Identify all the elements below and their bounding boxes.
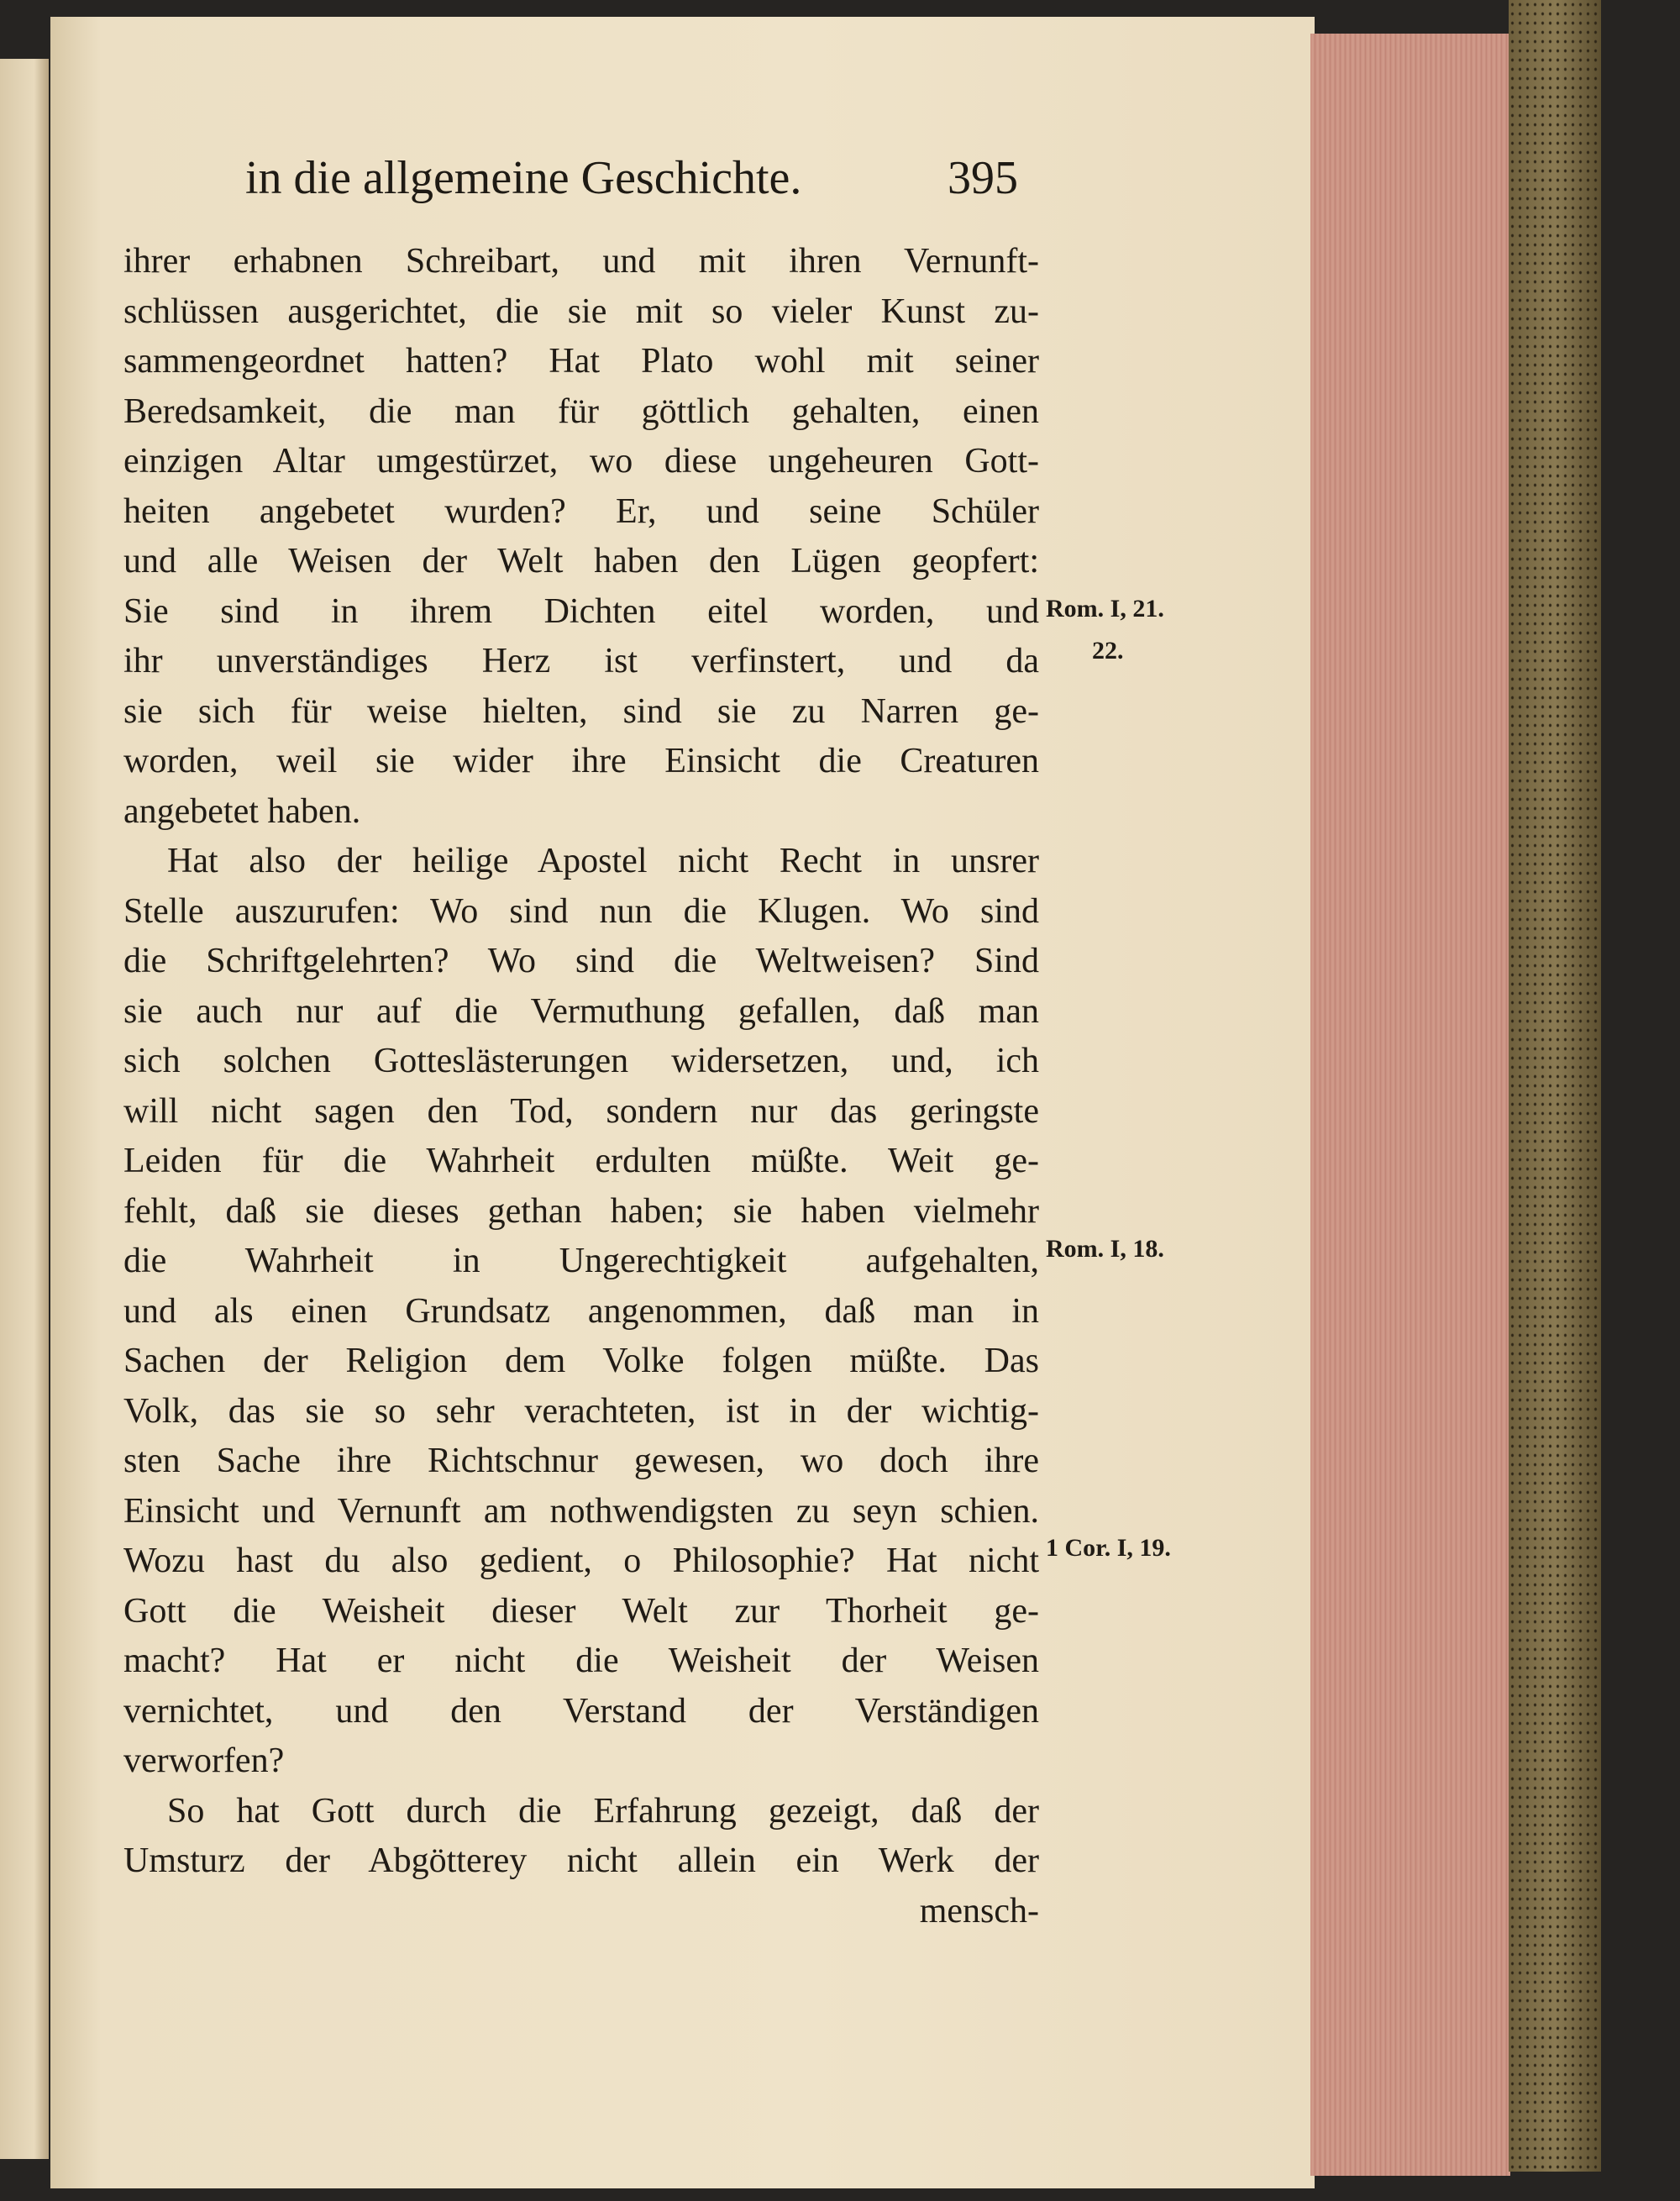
text-line: heiten angebetet wurden? Er, und seine Schüler bbox=[123, 491, 1039, 531]
text-line: Sie sind in ihrem Dichten eitel worden, und bbox=[123, 591, 1039, 631]
text-line: fehlt, daß sie dieses gethan haben; sie haben vielmehr bbox=[123, 1191, 1039, 1231]
text-line: angebetet haben. bbox=[123, 791, 361, 831]
text-line: Hat also der heilige Apostel nicht Recht in unsrer bbox=[167, 842, 1039, 880]
text-line: Volk, das sie so sehr verachteten, ist in der wichtig- bbox=[123, 1391, 1039, 1431]
text-line: Umsturz der Abgötterey nicht allein ein Werk der bbox=[123, 1841, 1039, 1880]
text-line: sten Sache ihre Richtschnur gewesen, wo doch ihre bbox=[123, 1442, 1039, 1480]
text-line: Beredsamkeit, die man für göttlich gehalten, einen bbox=[123, 391, 1039, 431]
text-line: So hat Gott durch die Erfahrung gezeigt, daß der bbox=[167, 1791, 1039, 1831]
facing-page-edge bbox=[0, 59, 49, 2159]
margin-note: 1 Cor. I, 19. bbox=[1046, 1534, 1171, 1562]
text-line: Wozu hast du also gedient, o Philosophie? Hat nicht bbox=[123, 1542, 1039, 1580]
text-line: und alle Weisen der Welt haben den Lügen geopfert: bbox=[123, 542, 1039, 580]
text-line: vernichtet, und den Verstand der Verständigen bbox=[123, 1691, 1039, 1731]
text-line: und als einen Grundsatz angenommen, daß man in bbox=[123, 1291, 1039, 1331]
text-line: Stelle auszurufen: Wo sind nun die Klugen. Wo sind bbox=[123, 891, 1039, 931]
text-line: sie sich für weise hielten, sind sie zu Narren ge- bbox=[123, 691, 1039, 731]
text-line: ihrer erhabnen Schreibart, und mit ihren Vernunft- bbox=[123, 242, 1039, 281]
text-line: will nicht sagen den Tod, sondern nur das geringste bbox=[123, 1091, 1039, 1131]
text-line: die Schriftgelehrten? Wo sind die Weltweisen? Sind bbox=[123, 942, 1039, 980]
text-line: ihr unverständiges Herz ist verfinstert, und da bbox=[123, 642, 1039, 680]
page-block-edges bbox=[1310, 34, 1510, 2176]
text-line: sich solchen Gotteslästerungen widersetzen, und, ich bbox=[123, 1042, 1039, 1080]
text-line: sie auch nur auf die Vermuthung gefallen, daß man bbox=[123, 991, 1039, 1031]
text-line: Einsicht und Vernunft am nothwendigsten zu seyn schien. bbox=[123, 1491, 1039, 1531]
text-line: worden, weil sie wider ihre Einsicht die Creaturen bbox=[123, 742, 1039, 780]
text-line: Sachen der Religion dem Volke folgen müßte. Das bbox=[123, 1342, 1039, 1380]
margin-note: 22. bbox=[1092, 637, 1124, 665]
text-line: einzigen Altar umgestürzet, wo diese ungeheuren Gott- bbox=[123, 442, 1039, 481]
text-line: schlüssen ausgerichtet, die sie mit so vieler Kunst zu- bbox=[123, 292, 1039, 331]
page-number: 395 bbox=[948, 152, 1018, 204]
running-title: in die allgemeine Geschichte. bbox=[245, 152, 802, 204]
margin-note: Rom. I, 21. bbox=[1046, 595, 1164, 622]
text-line: verworfen? bbox=[123, 1741, 285, 1780]
catchword: mensch- bbox=[919, 1891, 1039, 1930]
margin-note: Rom. I, 18. bbox=[1046, 1235, 1164, 1263]
text-line: Leiden für die Wahrheit erdulten müßte. Weit ge- bbox=[123, 1142, 1039, 1180]
body-text bbox=[123, 237, 1039, 1936]
book-cover bbox=[1509, 0, 1601, 2172]
text-line: die Wahrheit in Ungerechtigkeit aufgehalten, bbox=[123, 1242, 1039, 1280]
text-line: Gott die Weisheit dieser Welt zur Thorheit ge- bbox=[123, 1591, 1039, 1631]
text-line: macht? Hat er nicht die Weisheit der Weisen bbox=[123, 1642, 1039, 1680]
text-line: sammengeordnet hatten? Hat Plato wohl mit seiner bbox=[123, 342, 1039, 381]
